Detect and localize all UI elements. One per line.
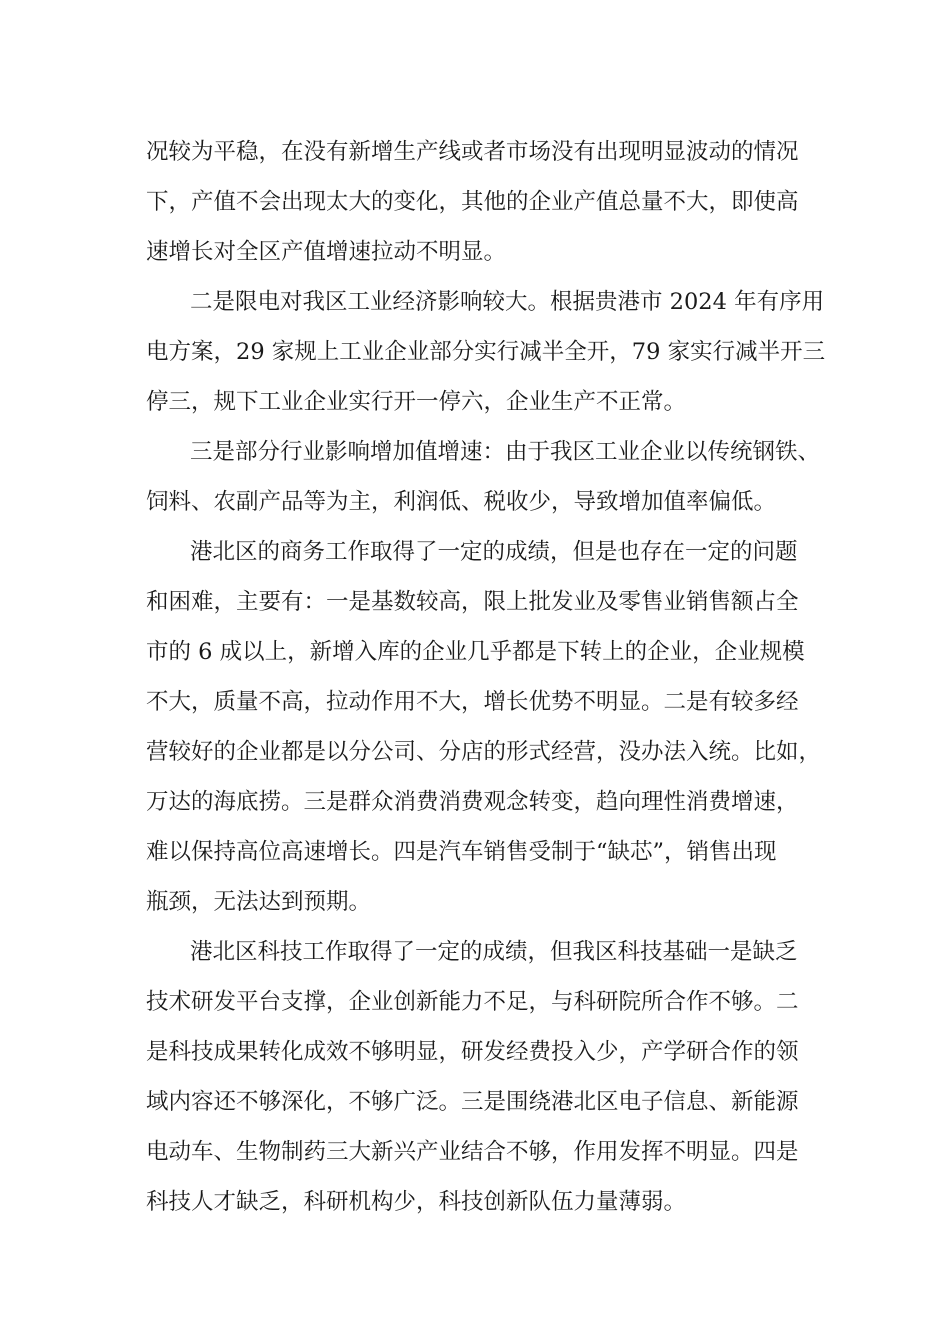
text-line: 科技人才缺乏，科研机构少，科技创新队伍力量薄弱。 bbox=[146, 1189, 687, 1215]
text-line: 饲料、农副产品等为主，利润低、税收少，导致增加值率偏低。 bbox=[146, 489, 777, 515]
paragraph-first-line: 三是部分行业影响增加值增速：由于我区工业企业以传统钢铁、 bbox=[190, 439, 821, 465]
text-line: 营较好的企业都是以分公司、分店的形式经营，没办法入统。比如， bbox=[146, 739, 822, 765]
text-line: 市的 6 成以上，新增入库的企业几乎都是下转上的企业，企业规模 bbox=[146, 639, 805, 665]
text-line: 况较为平稳，在没有新增生产线或者市场没有出现明显波动的情况 bbox=[146, 139, 799, 165]
text-line: 技术研发平台支撑，企业创新能力不足，与科研院所合作不够。二 bbox=[146, 989, 799, 1015]
text-line: 停三，规下工业企业实行开一停六，企业生产不正常。 bbox=[146, 389, 687, 415]
text-line: 不大，质量不高，拉动作用不大，增长优势不明显。二是有较多经 bbox=[146, 689, 799, 715]
text-line: 速增长对全区产值增速拉动不明显。 bbox=[146, 239, 507, 265]
text-line: 万达的海底捞。三是群众消费消费观念转变，趋向理性消费增速， bbox=[146, 789, 799, 815]
text-line: 瓶颈，无法达到预期。 bbox=[146, 889, 372, 915]
text-line: 是科技成果转化成效不够明显，研发经费投入少，产学研合作的领 bbox=[146, 1039, 799, 1065]
text-line: 下，产值不会出现太大的变化，其他的企业产值总量不大，即使高 bbox=[146, 189, 799, 215]
text-line: 电动车、生物制药三大新兴产业结合不够，作用发挥不明显。四是 bbox=[146, 1139, 799, 1165]
text-line: 难以保持高位高速增长。四是汽车销售受制于“缺芯”，销售出现 bbox=[146, 839, 777, 865]
paragraph-first-line: 二是限电对我区工业经济影响较大。根据贵港市 2024 年有序用 bbox=[190, 289, 825, 315]
paragraph-first-line: 港北区科技工作取得了一定的成绩，但我区科技基础一是缺乏 bbox=[190, 939, 798, 965]
text-line: 和困难，主要有：一是基数较高，限上批发业及零售业销售额占全 bbox=[146, 589, 799, 615]
text-line: 域内容还不够深化，不够广泛。三是围绕港北区电子信息、新能源 bbox=[146, 1089, 799, 1115]
paragraph-first-line: 港北区的商务工作取得了一定的成绩，但是也存在一定的问题 bbox=[190, 539, 798, 565]
text-line: 电方案，29 家规上工业企业部分实行减半全开，79 家实行减半开三 bbox=[146, 339, 826, 365]
